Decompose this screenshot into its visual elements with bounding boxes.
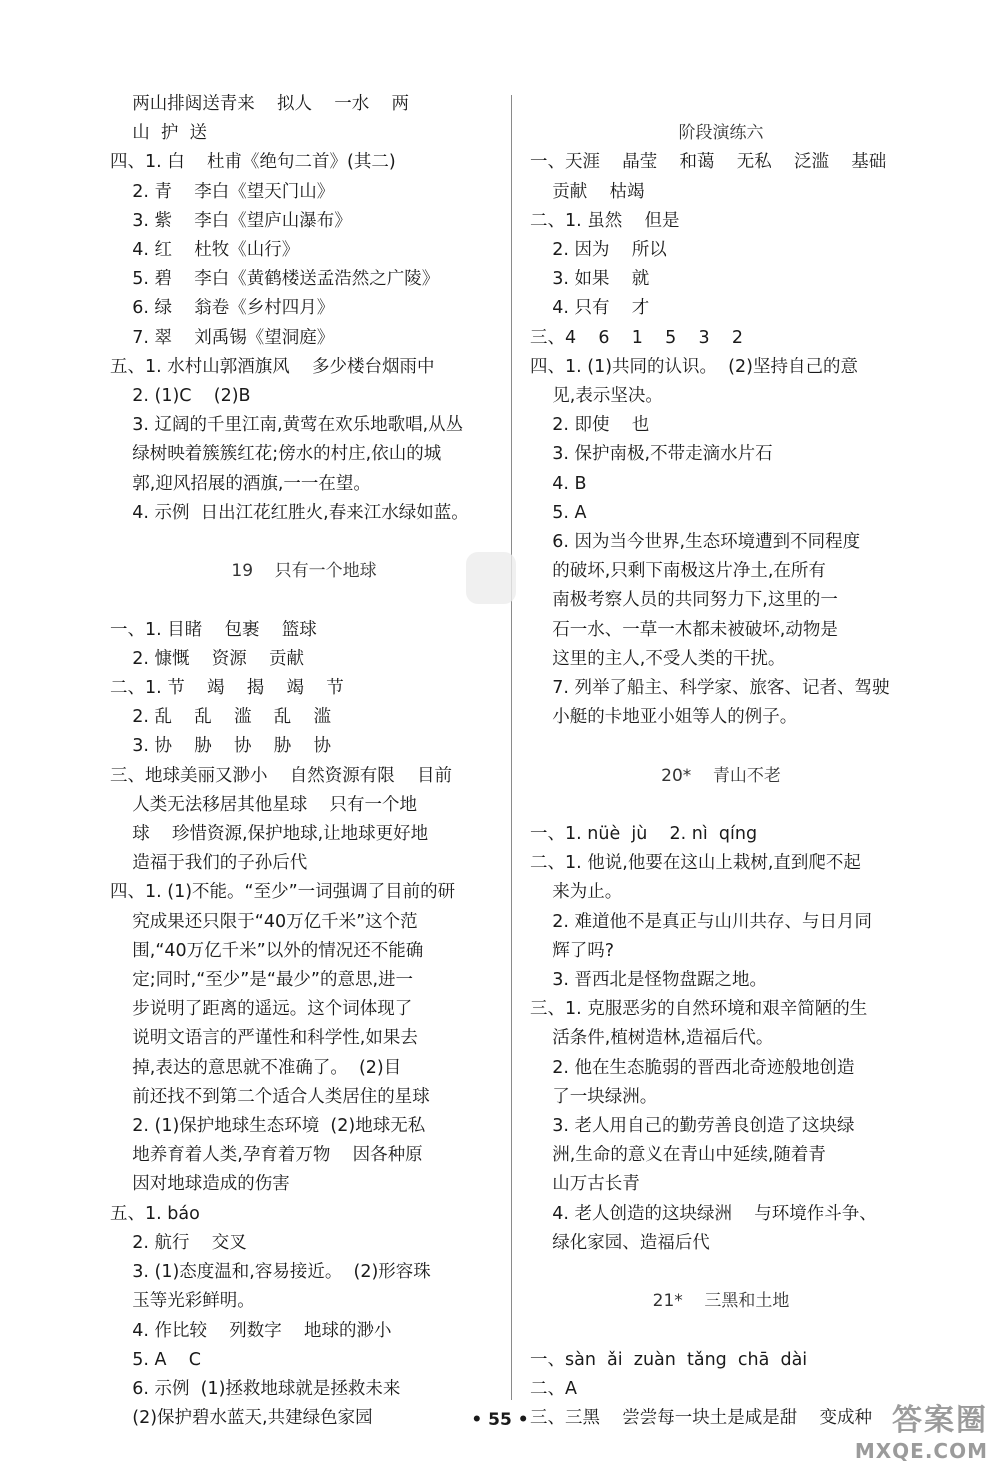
answer-line: (2)保护碧水蓝天,共建绿色家园 <box>110 1408 373 1429</box>
answer-line: 二、1. 虽然 但是 <box>530 210 680 231</box>
answer-line: 3. (1)态度温和,容易接近。 (2)形容珠 <box>110 1262 431 1283</box>
blank-line <box>530 1316 912 1345</box>
answer-line: 4. 老人创造的这块绿洲 与环境作斗争、 <box>530 1203 877 1224</box>
answer-line: 三、地球美丽又渺小 自然资源有限 目前 <box>110 765 453 786</box>
answer-line: 贡献 枯竭 <box>530 181 645 202</box>
answer-line: 山 护 送 <box>110 123 208 144</box>
answer-line: 造福于我们的子孙后代 <box>110 853 308 874</box>
answer-line: 步说明了距离的遥远。这个词体现了 <box>110 999 413 1020</box>
answer-line: 2. 乱 乱 滥 乱 滥 <box>110 707 332 728</box>
answer-line: 4. 红 杜牧《山行》 <box>110 240 300 261</box>
answer-line: 四、1. (1)共同的认识。 (2)坚持自己的意 <box>530 356 858 377</box>
answer-line: 一、1. 目睹 包裹 篮球 <box>110 619 317 640</box>
answer-line: 小艇的卡地亚小姐等人的例子。 <box>530 707 798 728</box>
answer-line: 3. 紫 李白《望庐山瀑布》 <box>110 210 352 231</box>
answer-line: 6. 因为当今世界,生态环境遭到不同程度 <box>530 532 861 553</box>
answer-line: 定;同时,“至少”是“最少”的意思,进一 <box>110 970 414 991</box>
answer-line: 五、1. báo <box>110 1203 200 1224</box>
answer-line: 2. (1)保护地球生态环境 (2)地球无私 <box>110 1116 426 1137</box>
answer-line: 7. 列举了船主、科学家、旅客、记者、驾驶 <box>530 678 890 699</box>
watermark-top: 答案圈 <box>892 1403 988 1438</box>
answer-line: 4. B <box>530 473 587 494</box>
answer-line: 5. A <box>530 502 587 523</box>
answer-line: 四、1. (1)不能。“至少”一词强调了目前的研 <box>110 882 456 903</box>
answer-line: 玉等光彩鲜明。 <box>110 1291 255 1312</box>
blank-line <box>530 732 912 761</box>
answer-line: 五、1. 水村山郭酒旗风 多少楼台烟雨中 <box>110 356 435 377</box>
answer-line: 前还找不到第二个适合人类居住的星球 <box>110 1086 430 1107</box>
answer-line: 2. 慷慨 资源 贡献 <box>110 648 305 669</box>
answer-line: 二、A <box>530 1378 577 1399</box>
blank-line <box>530 1258 912 1287</box>
faint-stamp-mark <box>466 552 516 604</box>
answer-line: 辉了吗? <box>530 940 615 961</box>
section-heading: 21* 三黑和土地 <box>652 1291 790 1312</box>
answer-line: 2. 难道他不是真正与山川共存、与日月同 <box>530 911 873 932</box>
answer-line: 三、三黑 尝尝每一块土是咸是甜 变成种 <box>530 1408 873 1429</box>
answer-line: 掉,表达的意思就不准确了。 (2)目 <box>110 1057 402 1078</box>
answer-line: 人类无法移居其他星球 只有一个地 <box>110 794 418 815</box>
answer-line: 四、1. 白 杜甫《绝句二首》(其二) <box>110 152 396 173</box>
answer-line: 2. 青 李白《望天门山》 <box>110 181 335 202</box>
answer-line: 一、天涯 晶莹 和蔼 无私 泛滥 基础 <box>530 152 887 173</box>
answer-line: 地养育着人类,孕育着万物 因各种原 <box>110 1145 423 1166</box>
answer-line: 三、1. 克服恶劣的自然环境和艰辛简陋的生 <box>530 999 868 1020</box>
answer-line: 了一块绿洲。 <box>530 1086 658 1107</box>
answer-line: 郭,迎风招展的酒旗,一一在望。 <box>110 473 371 494</box>
answer-line: 球 珍惜资源,保护地球,让地球更好地 <box>110 824 429 845</box>
answer-line: 洲,生命的意义在青山中延续,随着青 <box>530 1145 826 1166</box>
answer-line: 二、1. 节 竭 揭 竭 节 <box>110 678 344 699</box>
answer-line: 3. 协 胁 协 胁 协 <box>110 736 332 757</box>
watermark-logo <box>855 1395 988 1463</box>
left-column <box>110 90 498 1433</box>
answer-line: 绿树映着簇簇红花;傍水的村庄,依山的城 <box>110 444 442 465</box>
blank-line <box>110 528 498 557</box>
answer-line: 4. 示例 日出江花红胜火,春来江水绿如蓝。 <box>110 502 469 523</box>
section-heading: 19 只有一个地球 <box>231 561 377 582</box>
answer-line: 二、1. 他说,他要在这山上栽树,直到爬不起 <box>530 853 861 874</box>
answer-line: 3. 晋西北是怪物盘踞之地。 <box>530 970 768 991</box>
answer-line: 两山排闼送青来 拟人 一水 两 <box>110 94 410 114</box>
answer-line: 一、1. nüè jù 2. nì qíng <box>530 824 758 845</box>
answer-line: 绿化家园、造福后代 <box>530 1232 710 1253</box>
answer-line: 围,“40万亿千米”以外的情况还不能确 <box>110 940 424 961</box>
answer-line: 因对地球造成的伤害 <box>110 1174 290 1195</box>
answer-line: 一、sàn ǎi zuàn tǎng chā dài <box>530 1349 808 1370</box>
answer-line: 来为止。 <box>530 882 623 903</box>
answer-line: 6. 绿 翁卷《乡村四月》 <box>110 298 335 319</box>
blank-line <box>530 791 912 820</box>
watermark-bottom: MXQE.COM <box>854 1439 988 1463</box>
answer-line: 见,表示坚决。 <box>530 386 663 407</box>
answer-line: 2. 他在生态脆弱的晋西北奇迹般地创造 <box>530 1057 855 1078</box>
answer-line: 3. 老人用自己的勤劳善良创造了这块绿 <box>530 1116 855 1137</box>
page-number: • 55 • <box>471 1410 529 1430</box>
column-divider <box>511 95 512 1400</box>
answer-line: 2. 航行 交叉 <box>110 1232 247 1253</box>
answer-line: 5. 碧 李白《黄鹤楼送孟浩然之广陵》 <box>110 269 440 290</box>
answer-line: 4. 作比较 列数字 地球的渺小 <box>110 1320 392 1341</box>
answer-line: 2. (1)C (2)B <box>110 386 251 407</box>
answer-line: 7. 翠 刘禹锡《望洞庭》 <box>110 327 335 348</box>
section-heading: 阶段演练六 <box>678 123 764 144</box>
right-column <box>530 90 912 1433</box>
answer-line: 5. A C <box>110 1349 201 1370</box>
answer-line: 的破坏,只剩下南极这片净土,在所有 <box>530 561 826 582</box>
blank-line <box>530 90 912 119</box>
answer-line: 3. 如果 就 <box>530 269 650 290</box>
answer-line: 石一水、一草一木都未被破坏,动物是 <box>530 619 838 640</box>
answer-line: 2. 因为 所以 <box>530 240 667 260</box>
answer-line: 究成果还只限于“40万亿千米”这个范 <box>110 911 418 932</box>
answer-line: 说明文语言的严谨性和科学性,如果去 <box>110 1028 418 1049</box>
answer-line: 4. 只有 才 <box>530 298 650 319</box>
answer-line: 2. 即使 也 <box>530 415 650 436</box>
answer-line: 活条件,植树造林,造福后代。 <box>530 1028 774 1049</box>
answer-line: 三、4 6 1 5 3 2 <box>530 327 744 348</box>
answer-line: 南极考察人员的共同努力下,这里的一 <box>530 590 838 611</box>
answer-line: 这里的主人,不受人类的干扰。 <box>530 648 786 669</box>
section-heading: 20* 青山不老 <box>661 765 781 786</box>
answer-line: 6. 示例 (1)拯救地球就是拯救未来 <box>110 1378 401 1399</box>
answer-line: 山万古长青 <box>530 1174 640 1195</box>
answer-line: 3. 保护南极,不带走滴水片石 <box>530 444 773 465</box>
answer-line: 3. 辽阔的千里江南,黄莺在欢乐地歌唱,从丛 <box>110 415 464 436</box>
blank-line <box>110 586 498 615</box>
